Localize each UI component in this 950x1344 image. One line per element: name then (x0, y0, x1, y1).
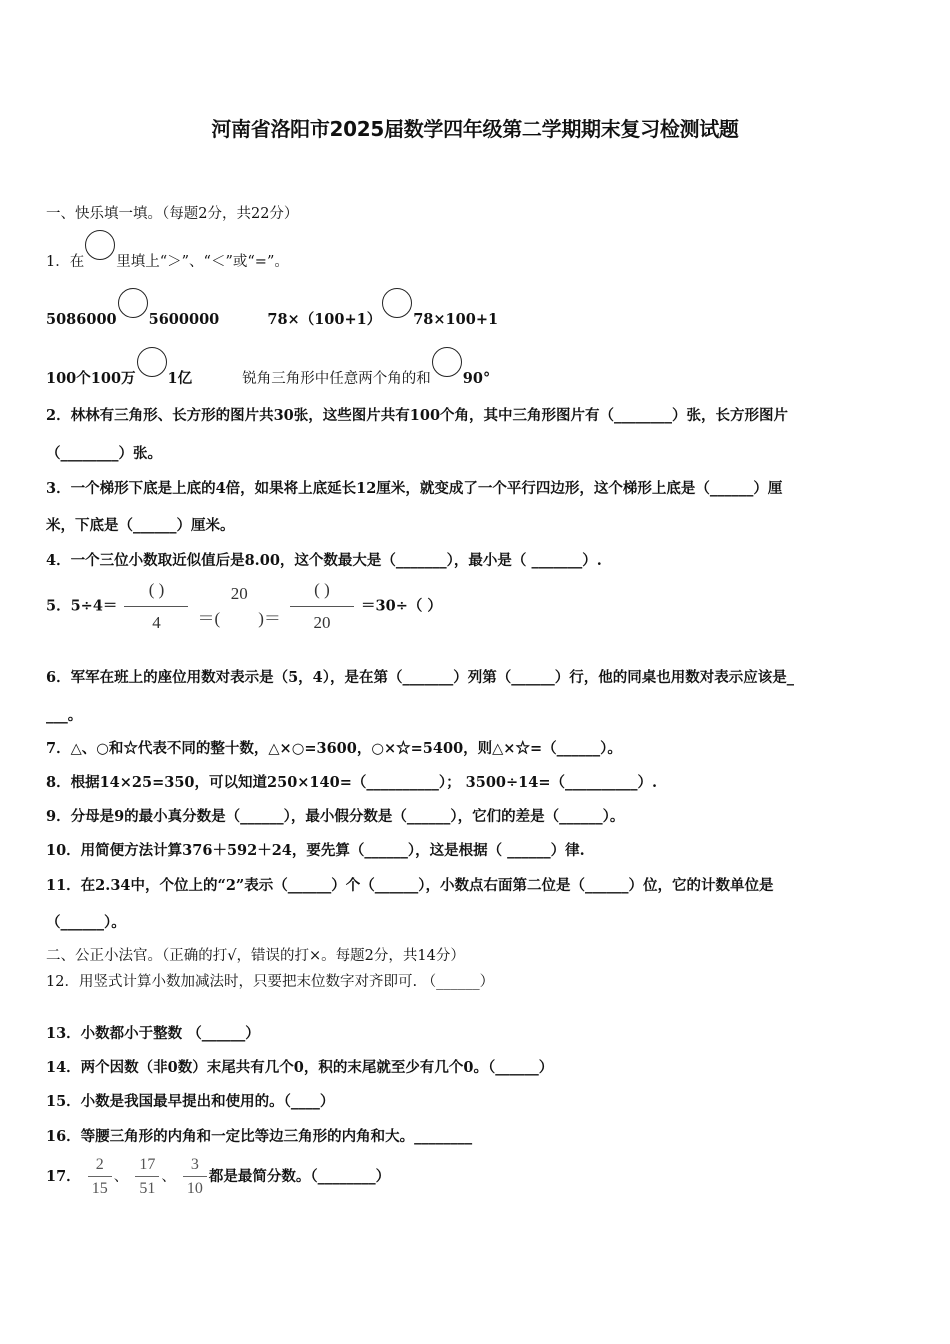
question-6-line-1: 6．军军在班上的座位用数对表示是（5，4），是在第（_______）列第（______）行，他的同桌也用数对表示应该是_ (46, 669, 795, 686)
r1-c: 78×（100+1） (267, 311, 382, 328)
q5-lead: 5．5÷4＝ (46, 597, 118, 615)
section-1-header: 一、快乐填一填。（每题2分，共22分） (46, 206, 299, 222)
question-10: 10．用简便方法计算376＋592＋24，要先算（______），这是根据（ ______）律. (46, 842, 585, 859)
fraction-2-15 (88, 1155, 112, 1199)
r1-b: 5600000 (148, 311, 220, 328)
fraction-17-51 (135, 1155, 159, 1199)
question-2-line-1: 2．林林有三角形、长方形的图片共30张，这些图片共有100个角，其中三角形图片有（________）张，长方形图片 (46, 407, 789, 424)
question-3-line-2: 米，下底是（______）厘米。 (46, 517, 235, 534)
separator: 、 (113, 1169, 129, 1185)
question-11-line-1: 11．在2.34中，个位上的“2”表示（______）个（______），小数点右面第二位是（______）位，它的计数单位是 (46, 877, 774, 894)
q17-lead: 17． (46, 1168, 81, 1185)
compare-circle-icon (382, 288, 412, 318)
fraction-den: 51 (139, 1180, 156, 1197)
question-16: 16．等腰三角形的内角和一定比等边三角形的内角和大。________ (46, 1128, 473, 1145)
question-11-line-2: （______）。 (46, 914, 126, 931)
q5-end: ＝30÷（ ） (361, 597, 442, 615)
r2-d: 90° (462, 370, 491, 387)
fraction-1-numerator: ( ) (124, 580, 188, 607)
fraction-num: 2 (88, 1155, 112, 1177)
question-6-line-2: ___。 (46, 707, 83, 724)
fraction-3-numerator: ( ) (290, 580, 354, 607)
question-1 (46, 240, 289, 271)
fraction-3-denominator: 20 (313, 613, 331, 632)
r2-c: 锐角三角形中任意两个角的和 (242, 371, 431, 387)
separator: 、 (161, 1169, 176, 1185)
compare-circle-icon (85, 230, 115, 260)
question-8: 8．根据14×25=350，可以知道250×140=（__________）； 3500÷14=（__________）. (46, 774, 658, 791)
fraction-den: 15 (91, 1180, 108, 1197)
fraction-2-denominator-open: ＝( (197, 609, 221, 628)
question-12: 12．用竖式计算小数加减法时，只要把末位数字对齐即可. （______） (46, 974, 495, 990)
page-title: 河南省洛阳市2025届数学四年级第二学期期末复习检测试题 (211, 117, 739, 141)
fraction-2-numerator: 20 (230, 584, 248, 603)
question-7: 7．△、○和☆代表不同的整十数，△×○=3600，○×☆=5400，则△×☆=（______）。 (46, 740, 622, 757)
question-14: 14．两个因数（非0数）末尾共有几个0，积的末尾就至少有几个0。（______） (46, 1059, 554, 1076)
fraction-3-10 (183, 1155, 207, 1199)
r1-a: 5086000 (46, 311, 117, 328)
fraction-num: 3 (183, 1155, 207, 1177)
fraction-2-denominator-wrap (198, 604, 281, 629)
r2-a: 100个100万 (46, 370, 136, 387)
q1-text-b: 里填上“＞”、“＜”或“=”。 (116, 254, 289, 270)
section-2-header: 二、公正小法官。（正确的打√，错误的打×。每题2分，共14分） (46, 948, 465, 964)
question-3-line-1: 3．一个梯形下底是上底的4倍，如果将上底延长12厘米，就变成了一个平行四边形，这个梯形上底是（______）厘 (46, 480, 783, 497)
fraction-1 (124, 580, 188, 633)
fraction-1-denominator: 4 (152, 613, 161, 632)
question-15: 15．小数是我国最早提出和使用的。（____） (46, 1093, 335, 1110)
compare-circle-icon (137, 347, 167, 377)
fraction-2 (198, 584, 281, 629)
question-2-line-2: （________）张。 (46, 445, 162, 462)
r1-d: 78×100+1 (413, 311, 499, 328)
question-1-row-2 (46, 357, 490, 388)
question-5 (46, 580, 442, 633)
question-17 (46, 1155, 390, 1199)
compare-circle-icon (432, 347, 462, 377)
compare-circle-icon (118, 288, 148, 318)
question-13: 13．小数都小于整数 （______） (46, 1025, 260, 1042)
fraction-3 (290, 580, 354, 633)
q17-tail: 都是最简分数。（________） (208, 1168, 391, 1185)
question-9: 9．分母是9的最小真分数是（______），最小假分数是（______），它们的差是（______）。 (46, 808, 625, 825)
fraction-den: 10 (186, 1180, 203, 1197)
q1-text-a: 1．在 (46, 254, 85, 270)
question-1-row-1 (46, 298, 498, 329)
fraction-num: 17 (135, 1155, 159, 1177)
r2-b: 1亿 (167, 370, 193, 387)
question-4: 4．一个三位小数取近似值后是8.00，这个数最大是（_______），最小是（ _______）. (46, 552, 602, 569)
fraction-2-denominator-close: )＝ (258, 609, 281, 628)
